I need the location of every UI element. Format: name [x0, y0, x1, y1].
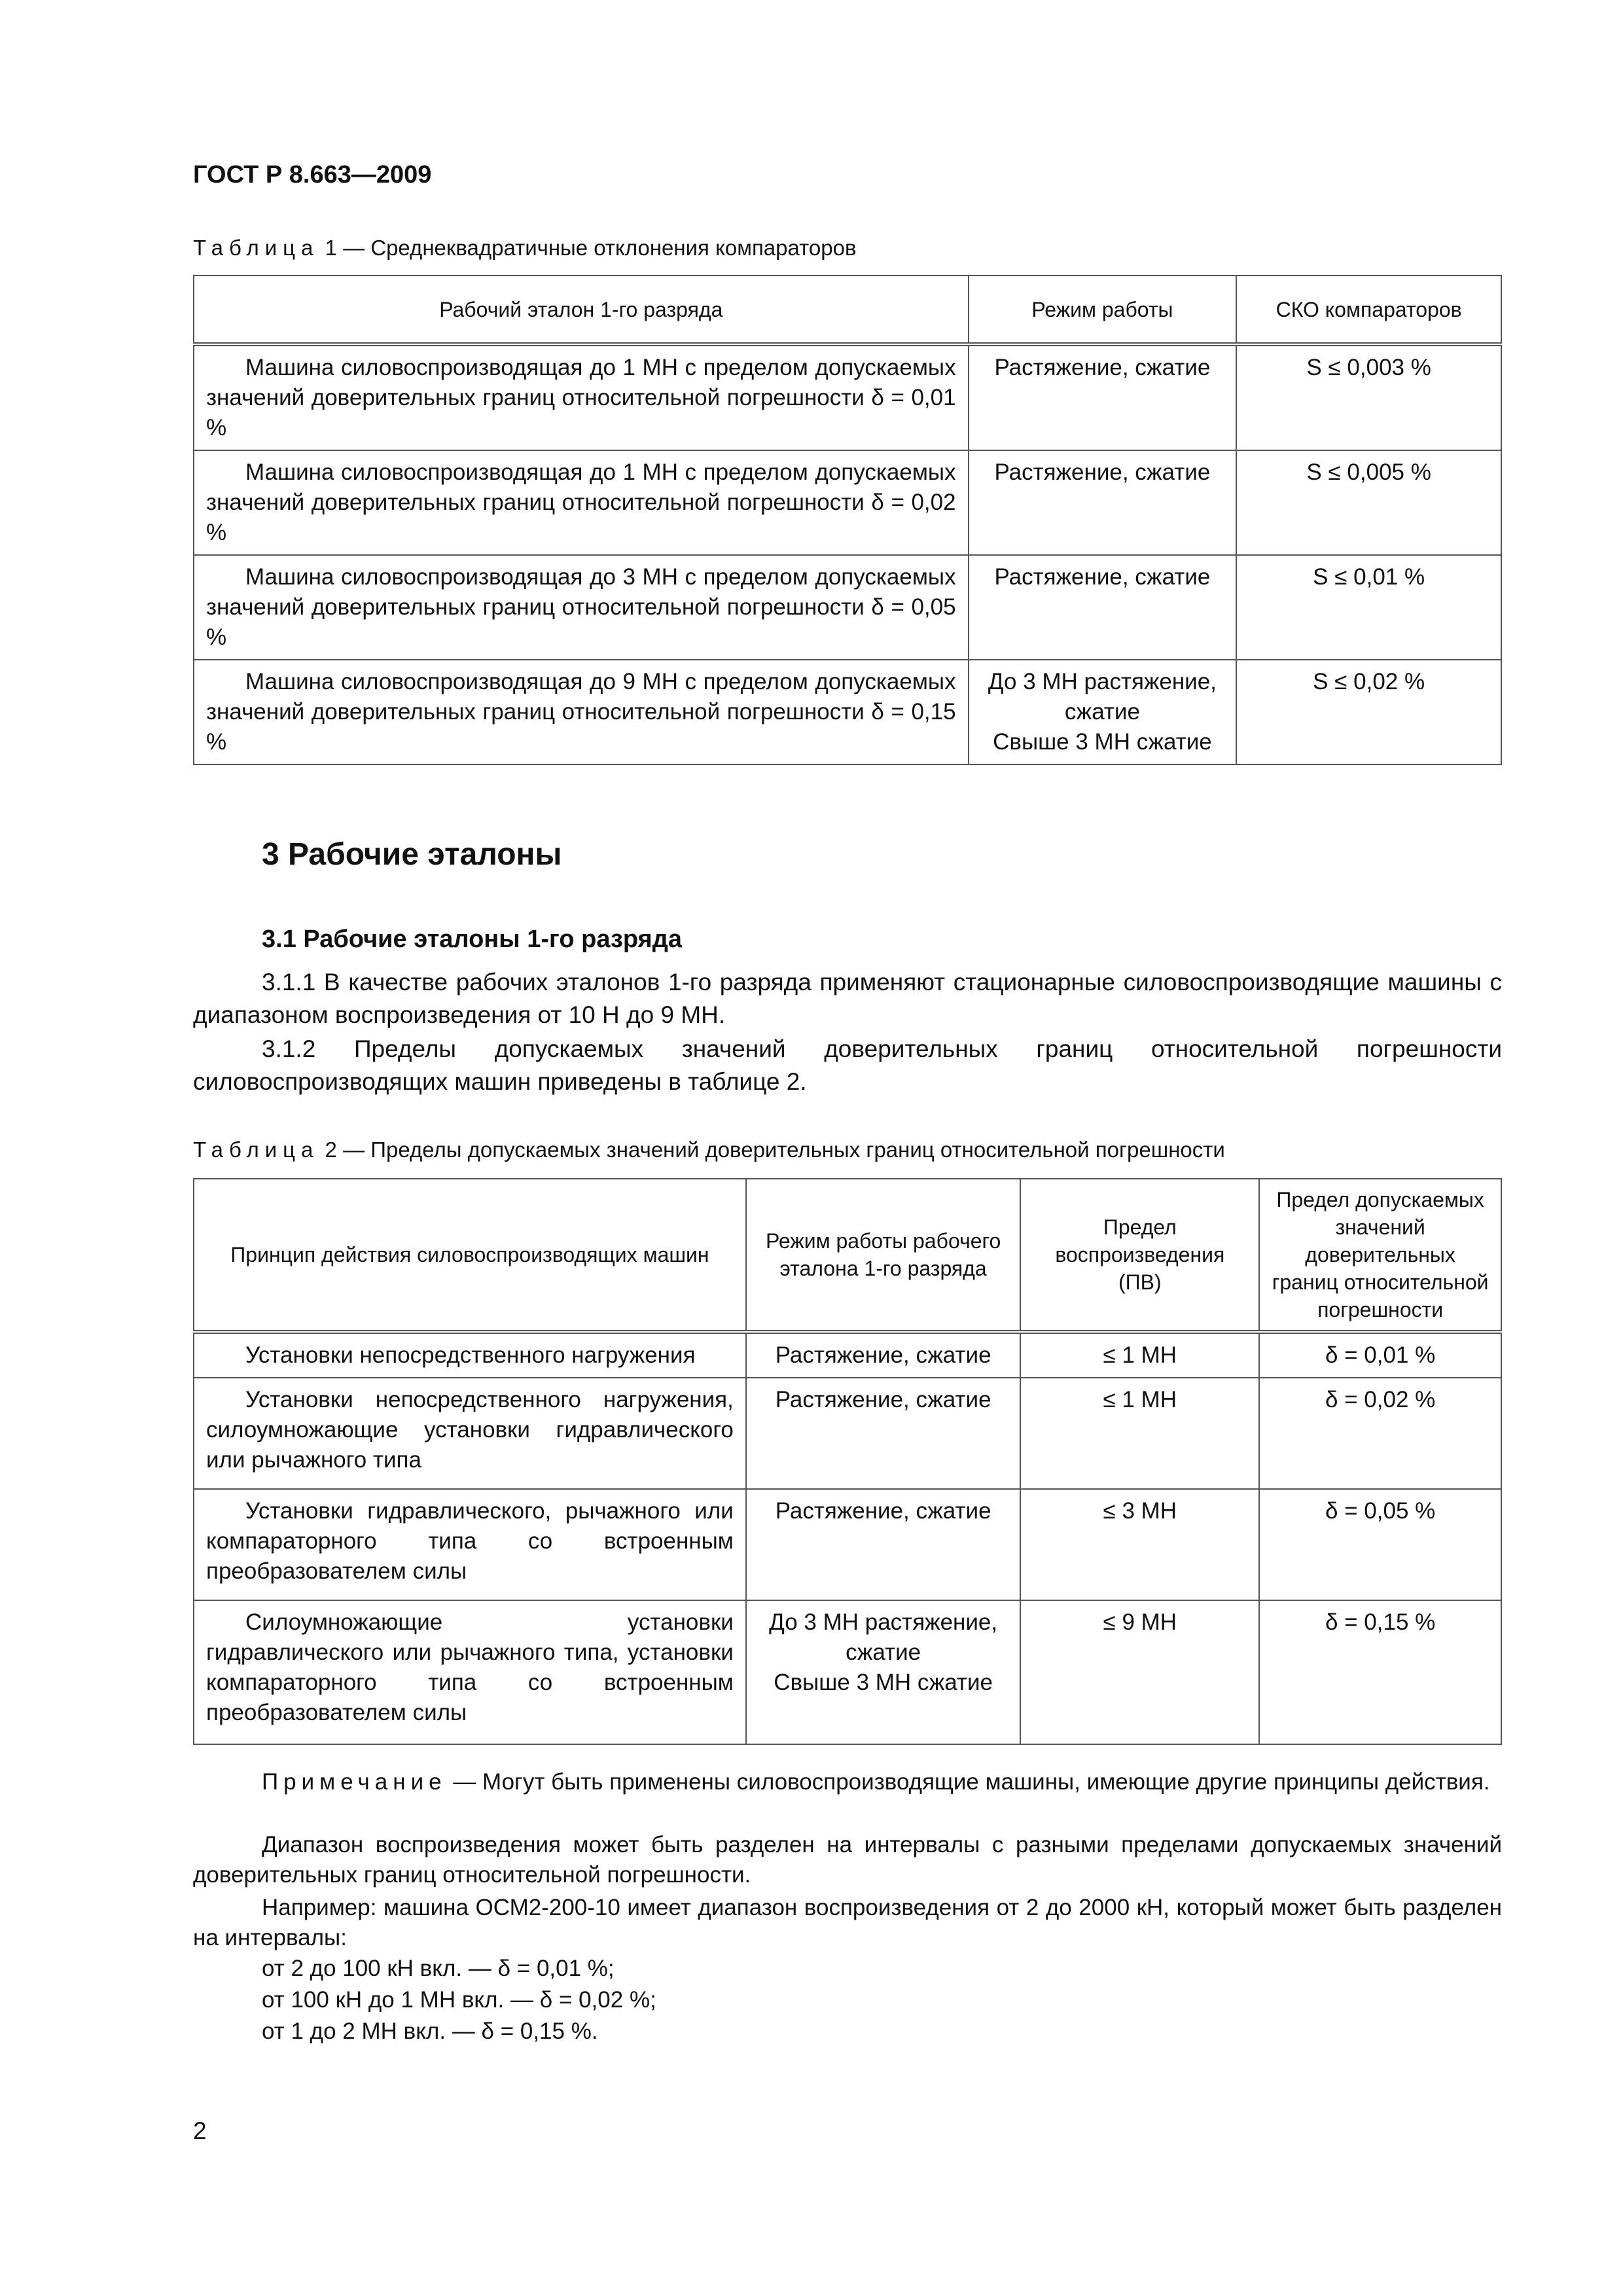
table2-cell-principle: Установки гидравлического, рычажного или компараторного типа со встроенным преобразователем силы	[194, 1489, 746, 1600]
paragraph-3-1-1: 3.1.1 В качестве рабочих эталонов 1-го разряда применяют стационарные силовоспроизводящие машины с диапазоном воспроизведения от 10 Н до 9 МН.	[193, 969, 1502, 1028]
table2-cell-limit: ≤ 1 МН	[1020, 1378, 1259, 1489]
table2-cell-limit: ≤ 9 МН	[1020, 1600, 1259, 1744]
table1-cell-mode: До 3 МН растяжение, сжатие Свыше 3 МН сжатие	[969, 660, 1237, 764]
table1-header-mode: Режим работы	[969, 276, 1237, 344]
table2-cell-mode: До 3 МН растяжение, сжатие Свыше 3 МН сжатие	[746, 1600, 1021, 1744]
table1-cell-desc: Машина силовоспроизводящая до 3 МН с пределом допускаемых значений доверительных границ относительной погрешности δ = 0,05 %	[194, 555, 969, 660]
table2-cell-mode: Растяжение, сжатие	[746, 1489, 1021, 1600]
table1-cell-desc: Машина силовоспроизводящая до 9 МН с пределом допускаемых значений доверительных границ относительной погрешности δ = 0,15 %	[194, 660, 969, 764]
table1-cell-mode: Растяжение, сжатие	[969, 344, 1237, 450]
table2-cell-mode: Растяжение, сжатие	[746, 1332, 1021, 1378]
table1-caption-text: 1 — Среднеквадратичные отклонения компараторов	[319, 236, 857, 260]
table2-header-mode: Режим работы рабочего эталона 1-го разряда	[746, 1179, 1021, 1332]
table2-cell-principle: Установки непосредственного нагружения	[194, 1332, 746, 1378]
table1-caption	[193, 236, 856, 260]
table1-caption-word: Таблица	[193, 236, 319, 260]
table2-header-delta: Предел допускаемых значений доверительных границ относительной погрешности	[1259, 1179, 1501, 1332]
table1-cell-sko: S ≤ 0,02 %	[1236, 660, 1501, 764]
subsection-heading: 3.1 Рабочие эталоны 1-го разряда	[262, 925, 682, 953]
note-interval-item: от 1 до 2 МН вкл. — δ = 0,15 %.	[262, 2018, 598, 2044]
table1-cell-sko: S ≤ 0,01 %	[1236, 555, 1501, 660]
note-interval-item: от 2 до 100 кН вкл. — δ = 0,01 %;	[262, 1956, 615, 1981]
note-interval-item: от 100 кН до 1 МН вкл. — δ = 0,02 %;	[262, 1987, 656, 2013]
table2-cell-delta: δ = 0,02 %	[1259, 1378, 1501, 1489]
table-row	[194, 660, 1501, 764]
note-paragraph: Примечание — Могут быть применены силовоспроизводящие машины, имеющие другие принципы действия.	[262, 1769, 1490, 1795]
table2-cell-delta: δ = 0,15 %	[1259, 1600, 1501, 1744]
table2-cell-delta: δ = 0,01 %	[1259, 1332, 1501, 1378]
table2-cell-limit: ≤ 1 МН	[1020, 1332, 1259, 1378]
table1-cell-sko: S ≤ 0,003 %	[1236, 344, 1501, 450]
table-row	[194, 1489, 1501, 1600]
page-number: 2	[193, 2117, 207, 2144]
table2-cell-mode: Растяжение, сжатие	[746, 1378, 1021, 1489]
table-row	[194, 450, 1501, 555]
table-row	[194, 1378, 1501, 1489]
note-range-paragraph: Диапазон воспроизведения может быть разделен на интервалы с разными пределами допускаемых значений доверительных границ относительной погрешности.	[193, 1832, 1502, 1888]
section-heading: 3 Рабочие эталоны	[262, 837, 562, 872]
table2-header-limit: Предел воспроизведения (ПВ)	[1020, 1179, 1259, 1332]
table2-header-principle: Принцип действия силовоспроизводящих машин	[194, 1179, 746, 1332]
table1-cell-mode: Растяжение, сжатие	[969, 450, 1237, 555]
note-example-paragraph: Например: машина ОСМ2-200-10 имеет диапазон воспроизведения от 2 до 2000 кН, который может быть разделен на интервалы:	[193, 1895, 1502, 1950]
table2-cell-principle: Установки непосредственного нагружения, силоумножающие установки гидравлического или рычажного типа	[194, 1378, 746, 1489]
table1-cell-sko: S ≤ 0,005 %	[1236, 450, 1501, 555]
table1-cell-desc: Машина силовоспроизводящая до 1 МН с пределом допускаемых значений доверительных границ относительной погрешности δ = 0,01 %	[194, 344, 969, 450]
table-row	[194, 555, 1501, 660]
table2-cell-delta: δ = 0,05 %	[1259, 1489, 1501, 1600]
table1-header-sko: СКО компараторов	[1236, 276, 1501, 344]
table2-cell-principle: Силоумножающие установки гидравлического или рычажного типа, установки компараторного типа со встроенным преобразователем силы	[194, 1600, 746, 1744]
paragraph-3-1-2: 3.1.2 Пределы допускаемых значений доверительных границ относительной погрешности силовоспроизводящих машин приведены в таблице 2.	[193, 1035, 1502, 1095]
table2-caption	[193, 1138, 1225, 1162]
table-row	[194, 344, 1501, 450]
table1	[193, 275, 1502, 765]
table1-header-standard: Рабочий эталон 1-го разряда	[194, 276, 969, 344]
table2-cell-limit: ≤ 3 МН	[1020, 1489, 1259, 1600]
table1-cell-desc: Машина силовоспроизводящая до 1 МН с пределом допускаемых значений доверительных границ относительной погрешности δ = 0,02 %	[194, 450, 969, 555]
table2	[193, 1178, 1502, 1745]
table2-caption-text: 2 — Пределы допускаемых значений доверительных границ относительной погрешности	[319, 1138, 1225, 1162]
table-row	[194, 1600, 1501, 1744]
table-row	[194, 1332, 1501, 1378]
document-code: ГОСТ Р 8.663—2009	[193, 161, 432, 188]
table2-caption-word: Таблица	[193, 1138, 319, 1162]
note-label: Примечание	[262, 1769, 447, 1795]
table1-cell-mode: Растяжение, сжатие	[969, 555, 1237, 660]
